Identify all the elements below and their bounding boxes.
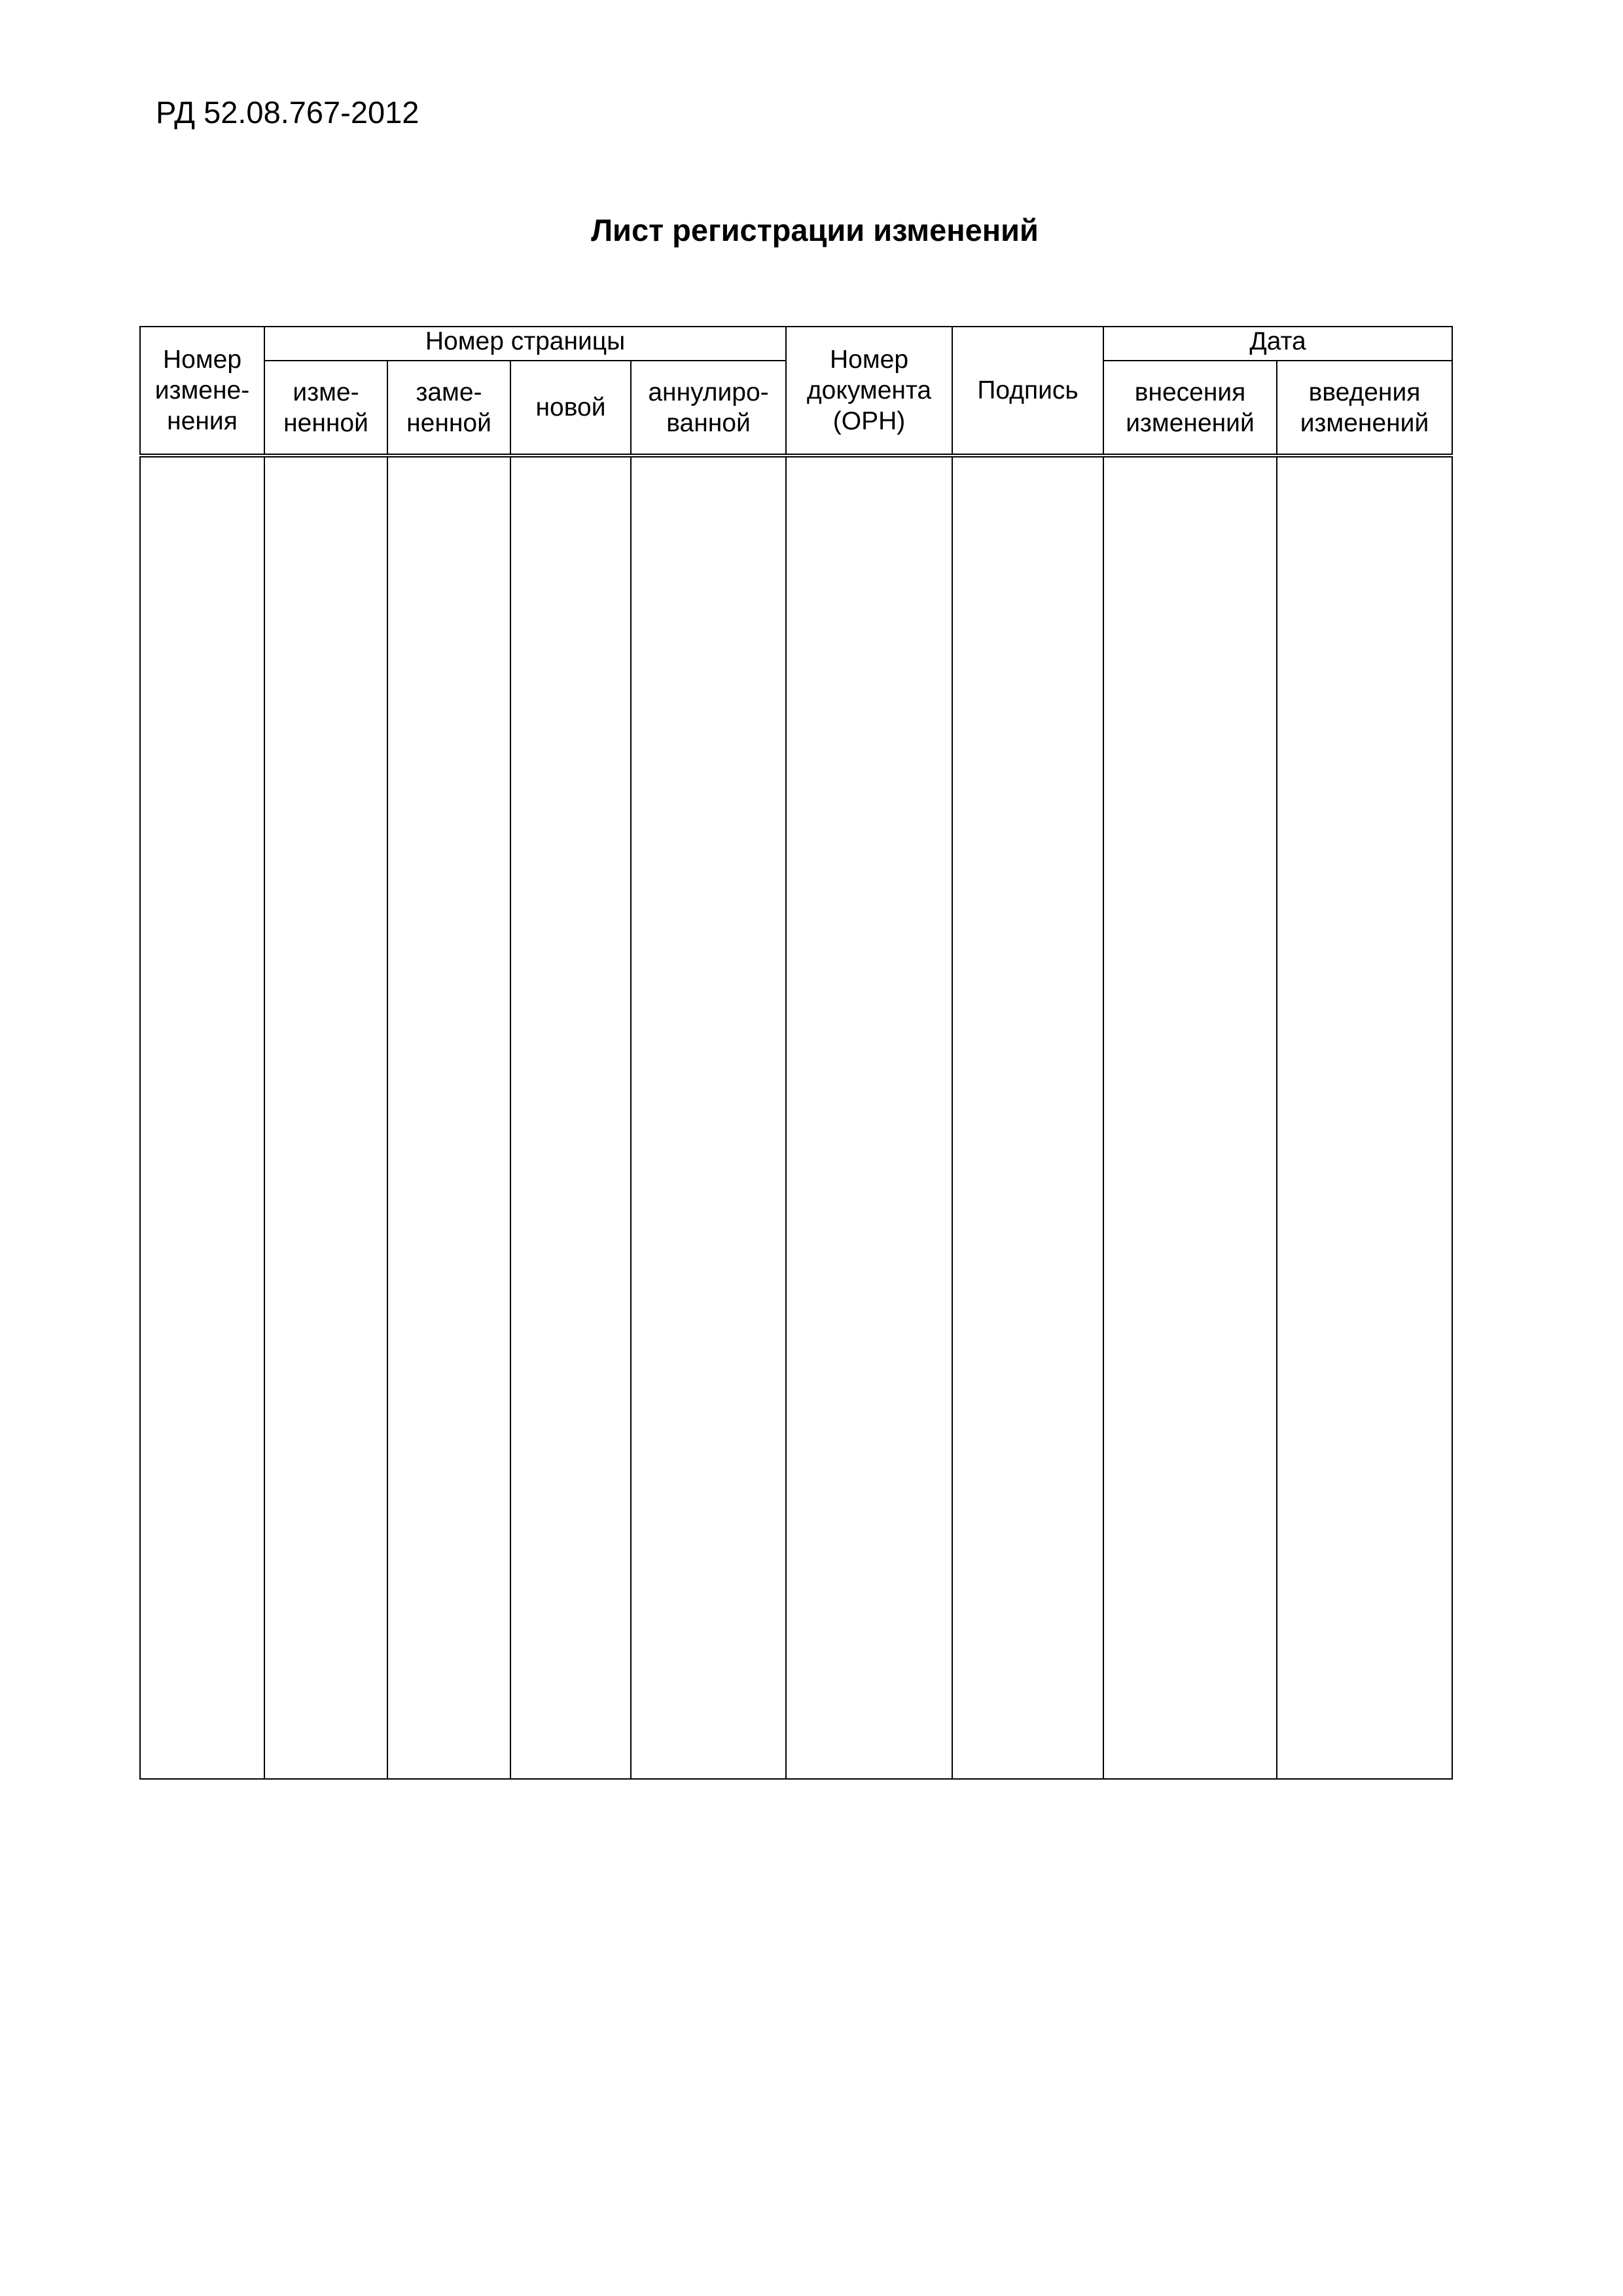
cell-document-number[interactable] — [786, 456, 952, 1779]
cell-date-effective[interactable] — [1277, 456, 1452, 1779]
cell-date-entry[interactable] — [1103, 456, 1277, 1779]
change-registration-table — [139, 326, 1453, 1780]
page-title: Лист регистрации изменений — [591, 213, 1039, 247]
header-date-entry — [1103, 361, 1277, 456]
header-line: введения — [1308, 378, 1421, 406]
header-new-page: новой — [510, 361, 631, 456]
header-line: изменений — [1126, 408, 1255, 437]
cell-change-number[interactable] — [140, 456, 264, 1779]
header-line: нения — [167, 407, 238, 435]
header-line: аннулиро- — [648, 378, 769, 406]
header-line: ненной — [283, 408, 368, 437]
header-line: внесения — [1134, 378, 1246, 406]
cell-new-page[interactable] — [510, 456, 631, 1779]
header-line: измене- — [154, 376, 250, 404]
header-line: (ОРН) — [832, 407, 906, 435]
cell-changed-page[interactable] — [264, 456, 387, 1779]
header-line: Номер — [162, 346, 242, 374]
header-line: документа — [806, 376, 932, 404]
header-line: ванной — [666, 408, 751, 437]
header-line: Номер — [829, 346, 909, 374]
table-row-empty — [140, 456, 1452, 1779]
header-replaced-page — [387, 361, 510, 456]
cell-cancelled-page[interactable] — [631, 456, 786, 1779]
cell-signature[interactable] — [952, 456, 1103, 1779]
header-change-number — [140, 327, 264, 456]
header-line: ненной — [406, 408, 491, 437]
cell-replaced-page[interactable] — [387, 456, 510, 1779]
header-document-number — [786, 327, 952, 456]
header-line: изменений — [1300, 408, 1429, 437]
header-cancelled-page — [631, 361, 786, 456]
header-date-group: Дата — [1103, 327, 1452, 361]
header-page-number-group: Номер страницы — [264, 327, 786, 361]
header-date-effective — [1277, 361, 1452, 456]
header-changed-page — [264, 361, 387, 456]
header-line: заме- — [416, 378, 482, 406]
header-signature: Подпись — [952, 327, 1103, 456]
header-line: изме- — [293, 378, 359, 406]
document-code: РД 52.08.767-2012 — [156, 95, 419, 130]
